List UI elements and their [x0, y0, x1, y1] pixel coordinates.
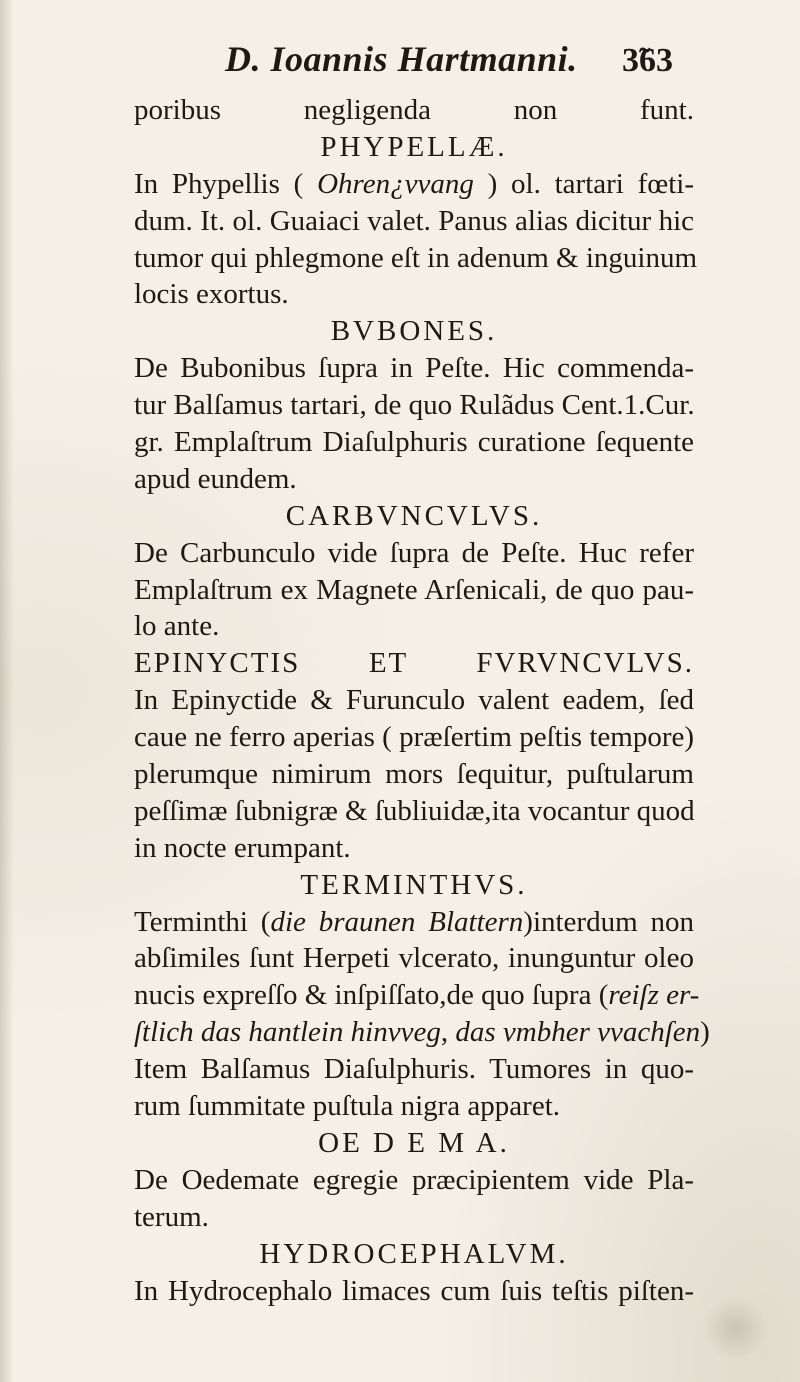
section-heading	[134, 313, 694, 350]
text-run: gr. Emplaſtrum Diaſulphuris curatione ſequente	[134, 426, 694, 459]
text-line	[134, 940, 694, 977]
text-line	[134, 203, 694, 240]
section-heading	[134, 867, 694, 904]
text-run: poribus negligenda non funt.	[134, 94, 694, 126]
text-line	[134, 719, 694, 756]
text-run: De Oedemate egregie præcipientem vide Pla-	[134, 1163, 694, 1196]
section-heading	[134, 1236, 694, 1273]
text-run: De Carbunculo vide ſupra de Peſte. Huc refer	[134, 536, 694, 569]
text-run: )	[700, 1016, 710, 1049]
text-run: Emplaſtrum ex Magnete Arſenicali, de quo pau-	[134, 573, 694, 606]
text-line	[134, 424, 694, 461]
page-spine-shadow	[0, 0, 14, 1382]
text-run: TERMINTHVS.	[300, 868, 528, 901]
text-line	[134, 535, 694, 572]
text-run: ) ol. tartari fœti-	[473, 167, 694, 200]
text-line	[134, 1051, 694, 1088]
text-run: reiſz er-	[608, 979, 700, 1012]
text-line	[134, 1014, 710, 1051]
text-run: ſtlich das hantlein hinvveg	[134, 1016, 441, 1049]
text-line	[134, 1199, 694, 1236]
text-run: in nocte erumpant.	[134, 831, 351, 864]
section-heading	[134, 1125, 694, 1162]
text-run: tur Balſamus tartari, de quo Rulãdus Cent.1.Cur.	[134, 389, 695, 422]
text-run: tumor qui phlegmone eſt in adenum & inguinum	[134, 241, 698, 274]
text-line	[134, 461, 694, 498]
text-line	[134, 793, 694, 830]
text-run: )interdum non	[523, 905, 694, 938]
text-run: EPINYCTIS ET FVRVNCVLVS.	[134, 647, 694, 680]
text-line	[134, 904, 694, 941]
text-run: OE D E M A.	[318, 1126, 510, 1159]
text-run: terum.	[134, 1200, 209, 1233]
text-line	[134, 92, 694, 129]
text-run: apud eundem.	[134, 462, 297, 495]
text-line	[134, 240, 698, 277]
text-run: BVBONES.	[330, 315, 498, 348]
text-line	[134, 830, 694, 867]
text-run: caue ne ferro aperias ( præſertim peſtis tempore)	[134, 721, 694, 754]
running-title: D. Ioannis Hartmanni.	[225, 39, 578, 79]
text-run: HYDROCEPHALVM.	[259, 1237, 569, 1270]
text-run: lo ante.	[134, 610, 220, 643]
text-line	[134, 1162, 694, 1199]
paper-stain	[700, 1298, 770, 1358]
text-run: ,	[440, 1016, 456, 1049]
text-line	[134, 166, 694, 203]
section-heading	[134, 129, 694, 166]
section-heading	[134, 645, 694, 682]
text-run: In Hydrocephalo limaces cum ſuis teſtis piſten-	[134, 1274, 694, 1307]
text-run: PHYPELLÆ.	[320, 130, 508, 163]
text-block	[134, 92, 710, 1309]
page-number: 3̃63	[622, 42, 673, 79]
text-run: De Bubonibus ſupra in Peſte. Hic commenda-	[134, 352, 694, 385]
text-run: die braunen Blattern	[270, 905, 524, 938]
text-run: rum ſummitate puſtula nigra apparet.	[134, 1090, 561, 1123]
text-run: In Phypellis (	[134, 167, 318, 200]
text-run: Ohren¿vvang	[317, 167, 474, 200]
text-run: peſſimæ ſubnigræ & ſubliuidæ,ita vocantur quod	[134, 794, 695, 827]
text-run: Terminthi (	[134, 905, 271, 938]
text-line	[134, 387, 694, 424]
text-line	[134, 1088, 694, 1125]
text-line	[134, 1273, 694, 1310]
text-run: plerumque nimirum mors ſequitur, puſtularum	[134, 758, 694, 791]
page-header	[0, 38, 800, 88]
text-line	[134, 276, 694, 313]
section-heading	[134, 498, 694, 535]
text-line	[134, 756, 694, 793]
text-line	[134, 608, 694, 645]
text-line	[134, 572, 694, 609]
text-run: Item Balſamus Diaſulphuris. Tumores in quo-	[134, 1053, 694, 1086]
text-run: das vmbher vvachſen	[455, 1016, 701, 1049]
text-run: In Epinyctide & Furunculo valent eadem, ſed	[134, 684, 694, 717]
text-line	[134, 350, 694, 387]
text-run: nucis expreſſo & inſpiſſato,de quo ſupra (	[134, 979, 609, 1012]
text-run: dum. It. ol. Guaiaci valet. Panus alias dicitur hic	[134, 204, 694, 237]
text-run: locis exortus.	[134, 278, 289, 311]
text-line	[134, 682, 694, 719]
text-line	[134, 977, 700, 1014]
text-run: abſimiles ſunt Herpeti vlcerato, inunguntur oleo	[134, 942, 694, 975]
text-run: CARBVNCVLVS.	[285, 499, 543, 532]
